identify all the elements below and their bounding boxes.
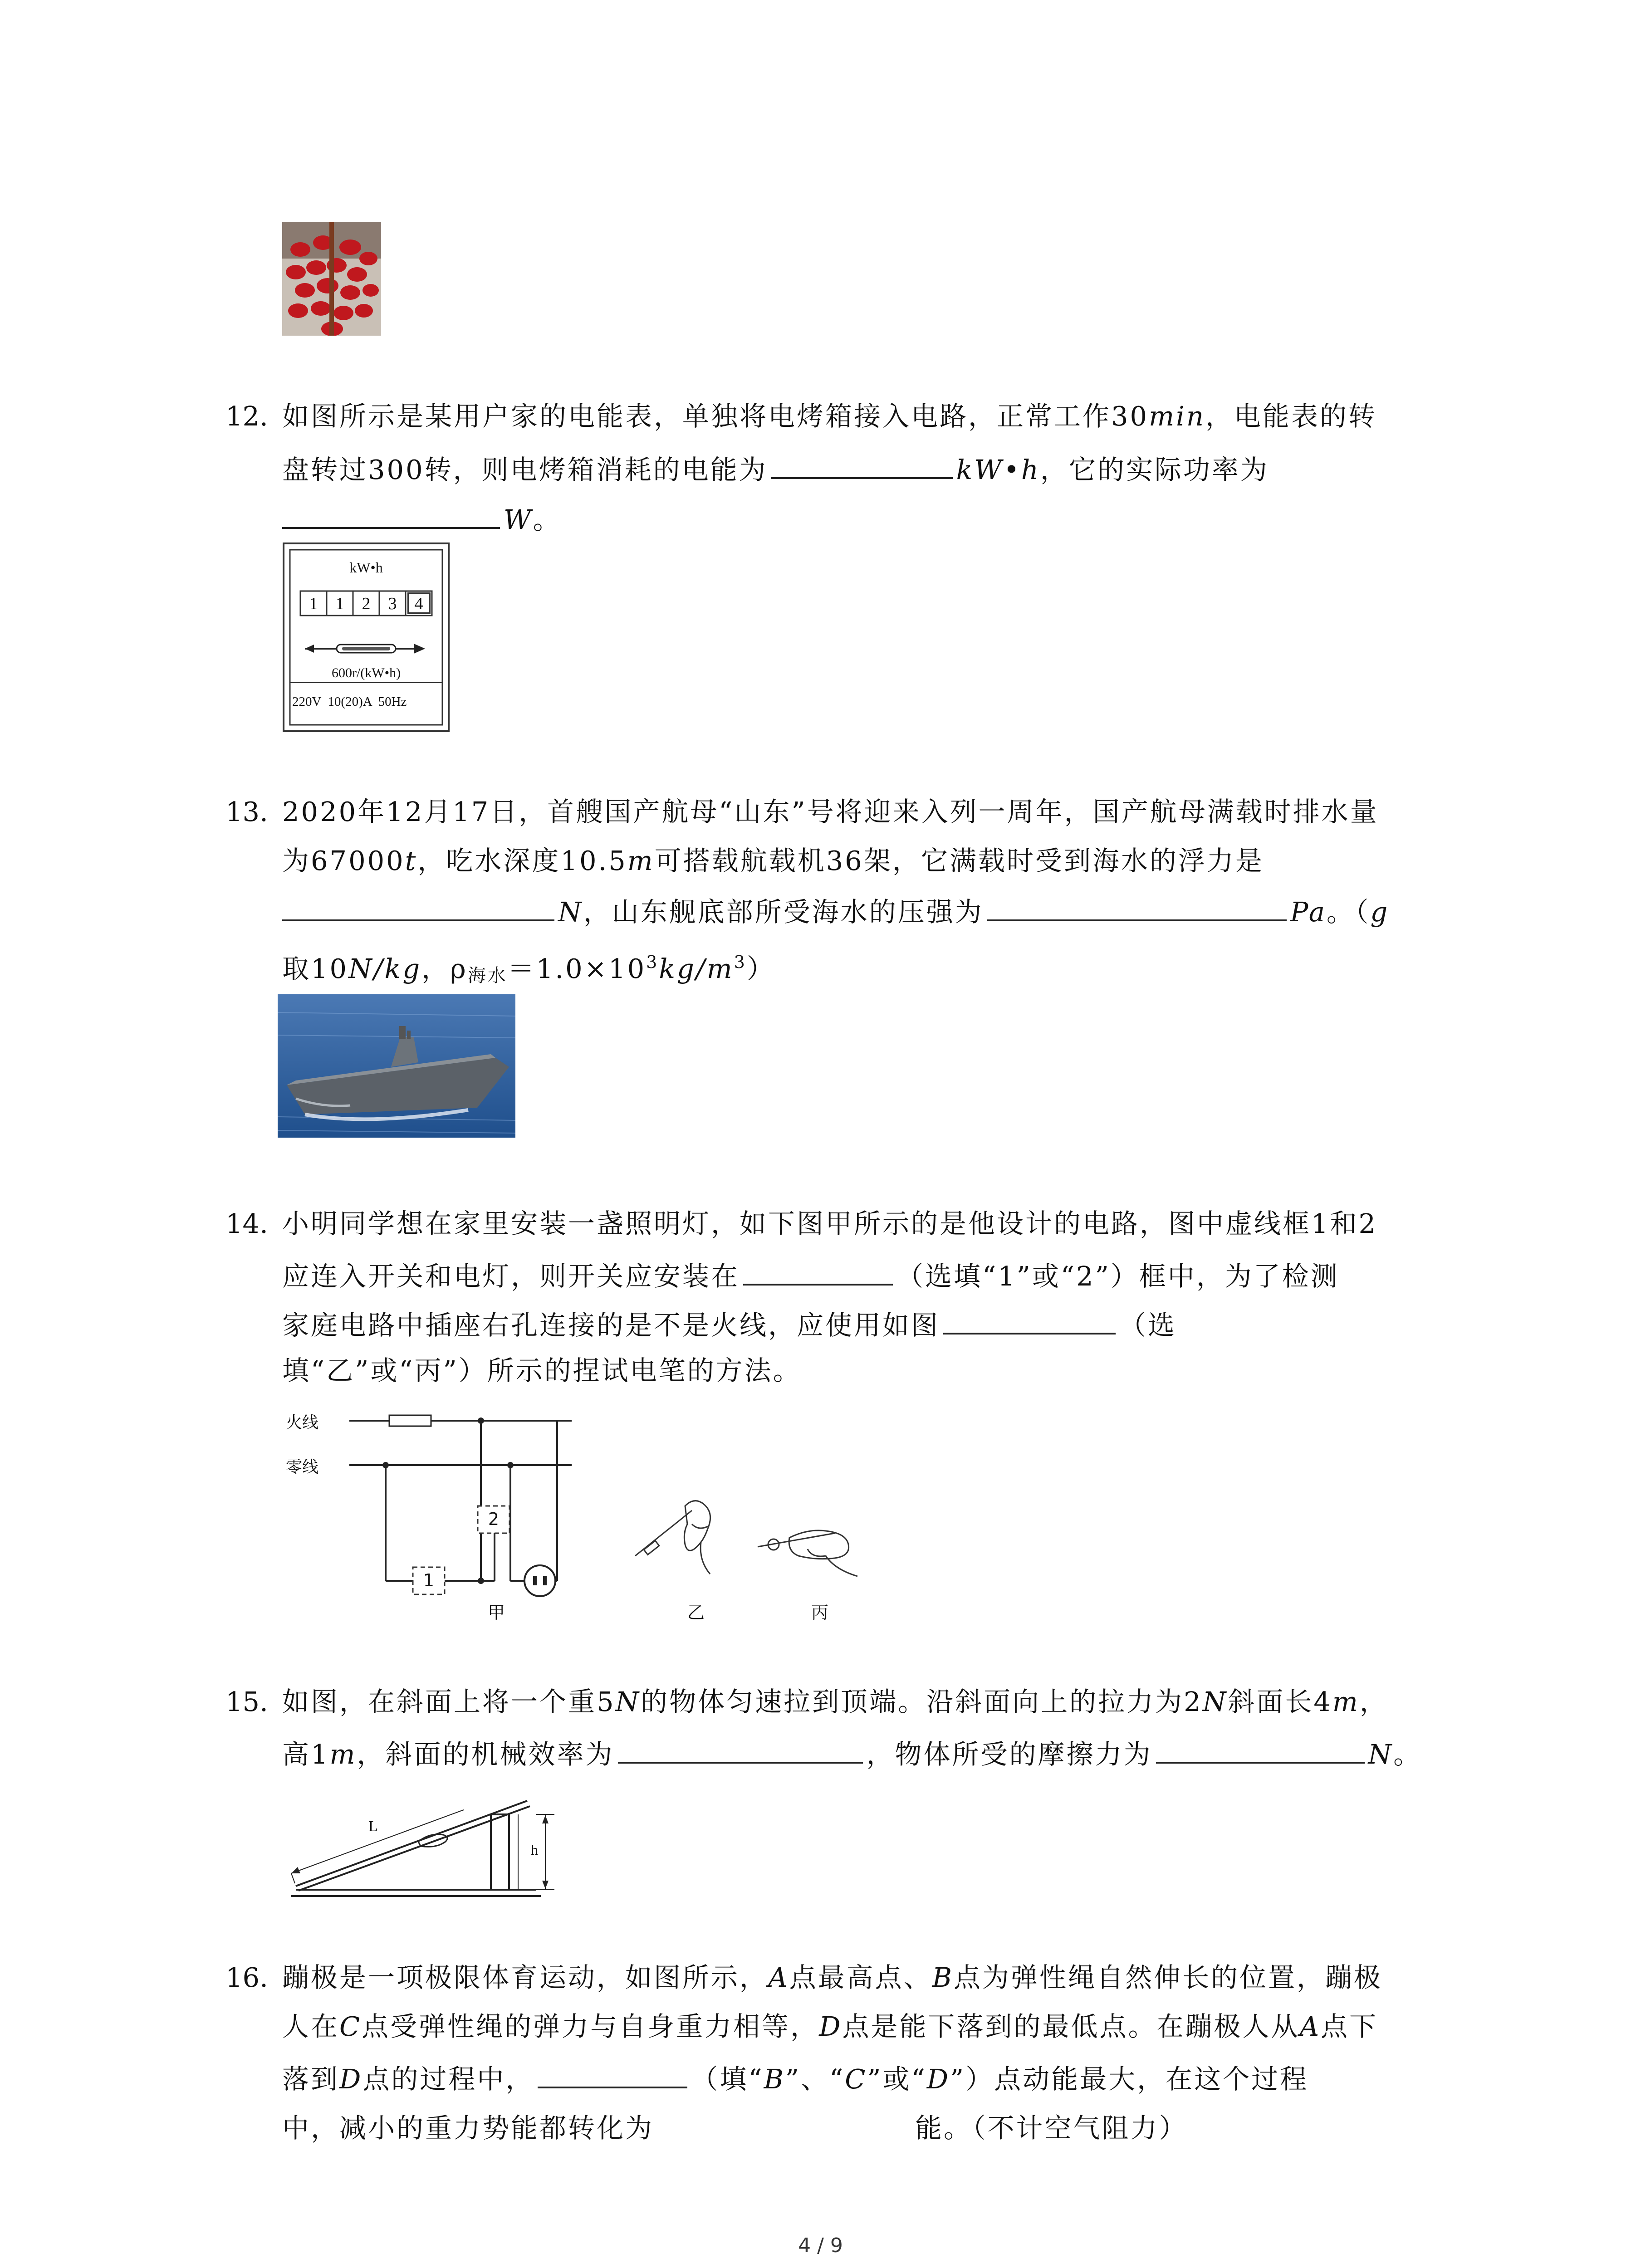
- question-text-line: 2020年12月17日，首艘国产航母“山东”号将迎来入列一周年，国产航母满载时排水量: [282, 796, 1379, 827]
- question-text-line: W。: [282, 503, 562, 533]
- question-text-line: N，山东舰底部所受海水的压强为 Pa。（g: [282, 896, 1389, 925]
- live-wire-label: 火线: [286, 1413, 319, 1432]
- question-text-line: 家庭电路中插座右孔连接的是不是火线，应使用如图 （选: [282, 1310, 1177, 1341]
- meter-digit: 2: [362, 594, 371, 613]
- question-number: 16.: [225, 1962, 268, 1993]
- page-number: 4 / 9: [798, 2234, 843, 2257]
- question-text-line: 取10N/kg，$\rho_{海水}=1.0\times 10^3kg/m^3$）: [282, 952, 775, 986]
- answer-blank[interactable]: [282, 503, 500, 529]
- answer-blank[interactable]: [743, 1260, 893, 1286]
- meter-unit: kW•h: [349, 559, 383, 576]
- answer-blank[interactable]: [618, 1738, 863, 1764]
- box-1-label: 1: [423, 1570, 435, 1590]
- question-text-line: 高1m，斜面的机械效率为 ，物体所受的摩擦力为 N。: [282, 1739, 1422, 1770]
- inclined-plane-figure: [282, 1783, 563, 1905]
- question-number: 15.: [225, 1686, 268, 1717]
- meter-digit: 4: [414, 594, 423, 613]
- box-2-label: 2: [488, 1509, 500, 1529]
- meter-rate: 600r/(kW•h): [331, 665, 401, 680]
- question-text-line: 填“乙”或“丙”）所示的捏试电笔的方法。: [282, 1355, 802, 1386]
- answer-blank[interactable]: [987, 896, 1287, 921]
- question-text-line: 盘转过300转，则电烤箱消耗的电能为 kW•h，它的实际功率为: [282, 454, 1269, 485]
- answer-blank[interactable]: [282, 896, 554, 921]
- answer-blank[interactable]: [1156, 1738, 1365, 1764]
- meter-spec: 220V 10(20)A 50Hz: [292, 694, 407, 709]
- figure-label-yi: 乙: [687, 1603, 705, 1623]
- question-number: 14.: [225, 1208, 268, 1239]
- question-number: 12.: [225, 401, 268, 432]
- question-text-line: 小明同学想在家里安装一盏照明灯，如下图甲所示的是他设计的电路，图中虚线框1和2: [282, 1208, 1378, 1239]
- aircraft-carrier-photo: [278, 994, 515, 1138]
- question-text-line: 为67000t，吃水深度10.5m可搭载航载机36架，它满载时受到海水的浮力是: [282, 845, 1264, 876]
- figure-label-jia: 甲: [488, 1603, 505, 1623]
- meter-digit: 1: [309, 594, 318, 613]
- electric-meter-figure: [282, 542, 450, 733]
- figure-label-bing: 丙: [811, 1603, 829, 1623]
- question-text-line: 如图，在斜面上将一个重5N的物体匀速拉到顶端。沿斜面向上的拉力为2N斜面长4m，: [282, 1686, 1388, 1717]
- question-text-line: 人在C点受弹性绳的弹力与自身重力相等，D点是能下落到的最低点。在蹦极人从A点下: [282, 2011, 1378, 2042]
- question-text-line: 蹦极是一项极限体育运动，如图所示，A点最高点、B点为弹性绳自然伸长的位置，蹦极: [282, 1962, 1383, 1993]
- candied-haws-photo: [282, 222, 381, 336]
- answer-blank[interactable]: [657, 2112, 911, 2137]
- answer-blank[interactable]: [771, 454, 953, 479]
- circuit-figure: [281, 1397, 871, 1624]
- answer-blank[interactable]: [943, 1309, 1116, 1334]
- question-text-line: 应连入开关和电灯，则开关应安装在 （选填“1”或“2”）框中，为了检测: [282, 1261, 1339, 1292]
- answer-blank[interactable]: [538, 2063, 687, 2088]
- question-text-line: 中，减小的重力势能都转化为 能。（不计空气阻力）: [282, 2112, 1188, 2144]
- height-label: h: [531, 1842, 538, 1858]
- question-text-line: 如图所示是某用户家的电能表，单独将电烤箱接入电路，正常工作30min，电能表的转: [282, 401, 1377, 432]
- question-text-line: 落到D点的过程中， （填“B”、“C”或“D”）点动能最大，在这个过程: [282, 2063, 1309, 2095]
- neutral-wire-label: 零线: [286, 1458, 319, 1476]
- meter-digit: 3: [388, 594, 397, 613]
- length-label: L: [368, 1818, 378, 1835]
- meter-digit: 1: [335, 594, 344, 613]
- question-number: 13.: [225, 796, 268, 827]
